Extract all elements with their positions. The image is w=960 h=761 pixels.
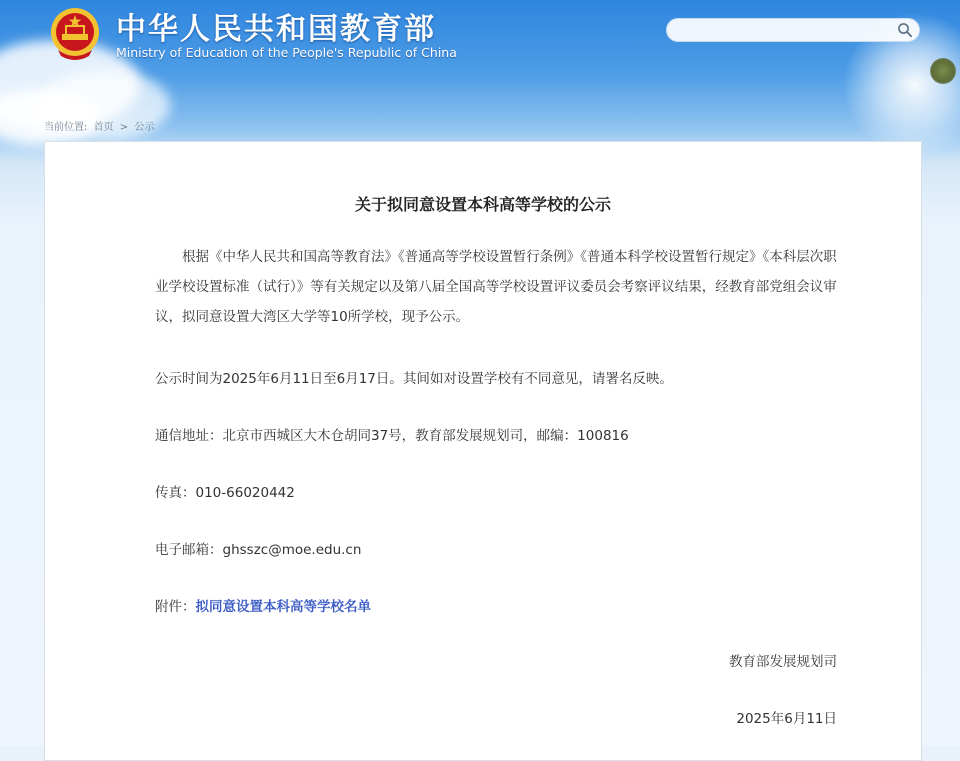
search-input[interactable] (666, 18, 920, 42)
signature-date: 2025年6月11日 (736, 711, 837, 727)
notice-panel (44, 141, 922, 761)
contact-address (155, 424, 629, 444)
fax-label: 传真： (155, 485, 196, 501)
attachment-link[interactable]: 拟同意设置本科高等学校名单 (195, 599, 371, 615)
signature-department: 教育部发展规划司 (729, 654, 837, 670)
contact-email (155, 538, 361, 558)
address-value: 北京市西城区大木仓胡同37号，教育部发展规划司，邮编：100816 (222, 428, 629, 444)
breadcrumb-prefix: 当前位置: (44, 122, 88, 133)
fax-value: 010-66020442 (195, 485, 295, 501)
breadcrumb-separator: > (119, 122, 129, 133)
site-title[interactable]: 中华人民共和国教育部 (116, 12, 436, 47)
email-label: 电子邮箱： (155, 542, 223, 558)
attachment-row (155, 595, 371, 615)
notice-body: 根据《中华人民共和国高等教育法》《普通高等学校设置暂行条例》《普通本科学校设置暂行规定》《本科层次职业学校设置标准（试行）》等有关规定以及第八届全国高等学校设置评议委员会考察评议结果，经教育部党组会议审议，拟同意设置大湾区大学等10所学校，现予公示。 (155, 249, 837, 325)
breadcrumb-home[interactable]: 首页 (93, 122, 114, 133)
breadcrumb (44, 118, 157, 133)
dandelion-decoration (930, 58, 956, 84)
contact-fax (155, 481, 295, 501)
address-label: 通信地址： (155, 428, 223, 444)
search-icon[interactable] (897, 22, 913, 38)
attachment-label: 附件： (155, 599, 196, 615)
email-value: ghsszc@moe.edu.cn (222, 542, 362, 558)
breadcrumb-current[interactable]: 公示 (134, 122, 155, 133)
national-emblem-icon[interactable] (48, 6, 102, 62)
site-subtitle: Ministry of Education of the People's Republic of China (116, 45, 457, 60)
notice-title: 关于拟同意设置本科高等学校的公示 (354, 195, 611, 214)
notice-period: 公示时间为2025年6月11日至6月17日。其间如对设置学校有不同意见，请署名反映。 (155, 371, 673, 387)
